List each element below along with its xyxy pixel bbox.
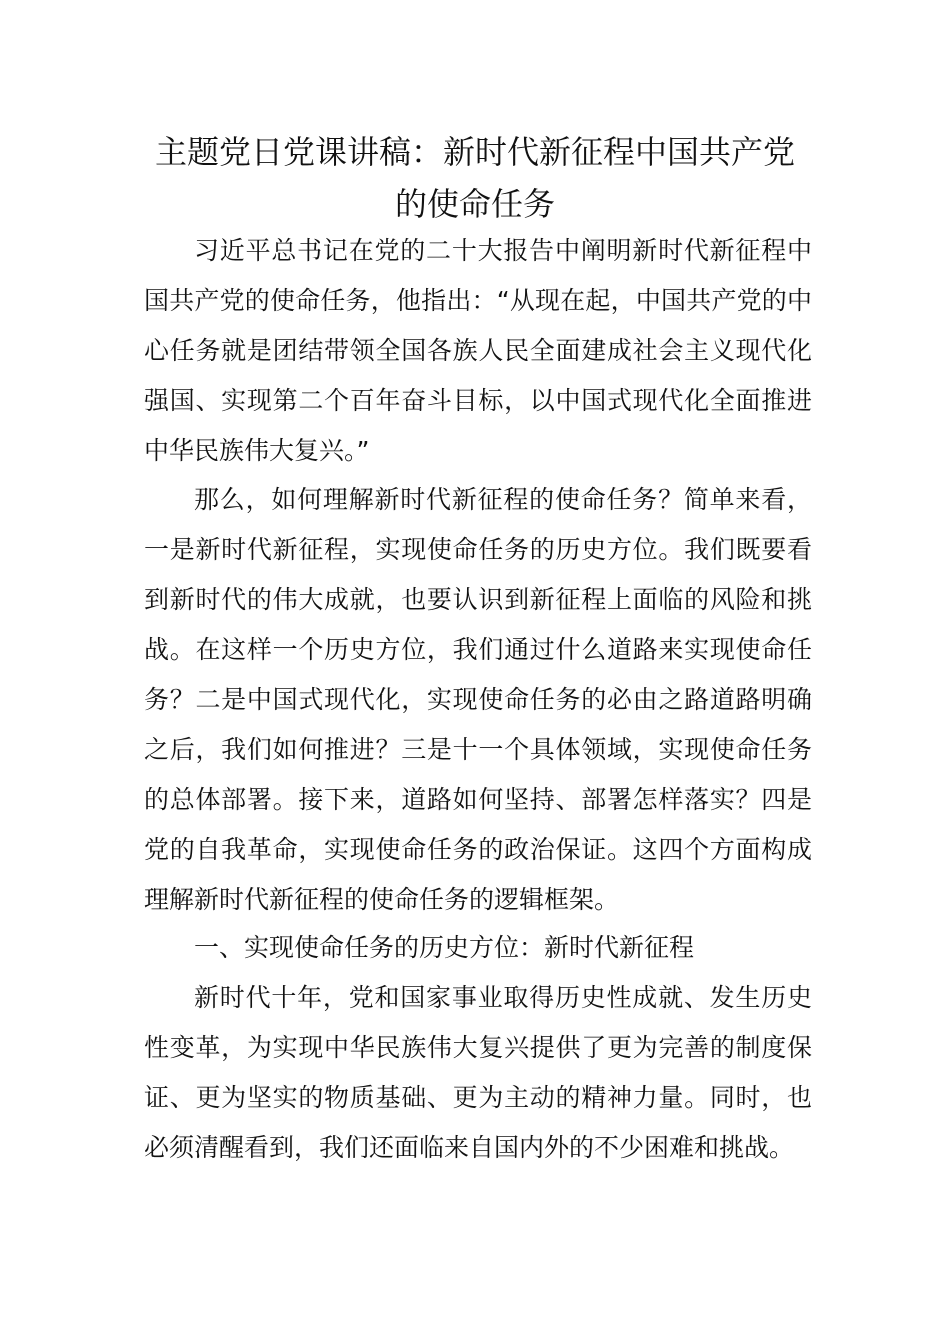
document-title: 主题党日党课讲稿：新时代新征程中国共产党的使命任务 xyxy=(154,133,795,223)
body-paragraph-2: 那么，如何理解新时代新征程的使命任务？简单来看，一是新时代新征程，实现使命任务的历史方位。我们既要看到新时代的伟大成就，也要认识到新征程上面临的风险和挑战。在这样一个历史方位，我们通过什么道路来实现使命任务？二是中国式现代化，实现使命任务的必由之路道路明确之后，我们如何推进？三是十一个具体领域，实现使命任务的总体部署。接下来，道路如何坚持、部署怎样落实？四是党的自我革命，实现使命任务的政治保证。这四个方面构成理解新时代新征程的使命任务的逻辑框架。 xyxy=(144,485,812,914)
section-heading-1: 一、实现使命任务的历史方位：新时代新征程 xyxy=(194,933,695,962)
body-paragraph-3: 新时代十年，党和国家事业取得历史性成就、发生历史性变革，为实现中华民族伟大复兴提供了更为完善的制度保证、更为坚实的物质基础、更为主动的精神力量。同时，也必须清醒看到，我们还面临来自国内外的不少困难和挑战。 xyxy=(144,983,812,1162)
body-paragraph-1: 习近平总书记在党的二十大报告中阐明新时代新征程中国共产党的使命任务，他指出：“从现在起，中国共产党的中心任务就是团结带领全国各族人民全面建成社会主义现代化强国、实现第二个百年奋斗目标，以中国式现代化全面推进中华民族伟大复兴。” xyxy=(144,236,812,465)
